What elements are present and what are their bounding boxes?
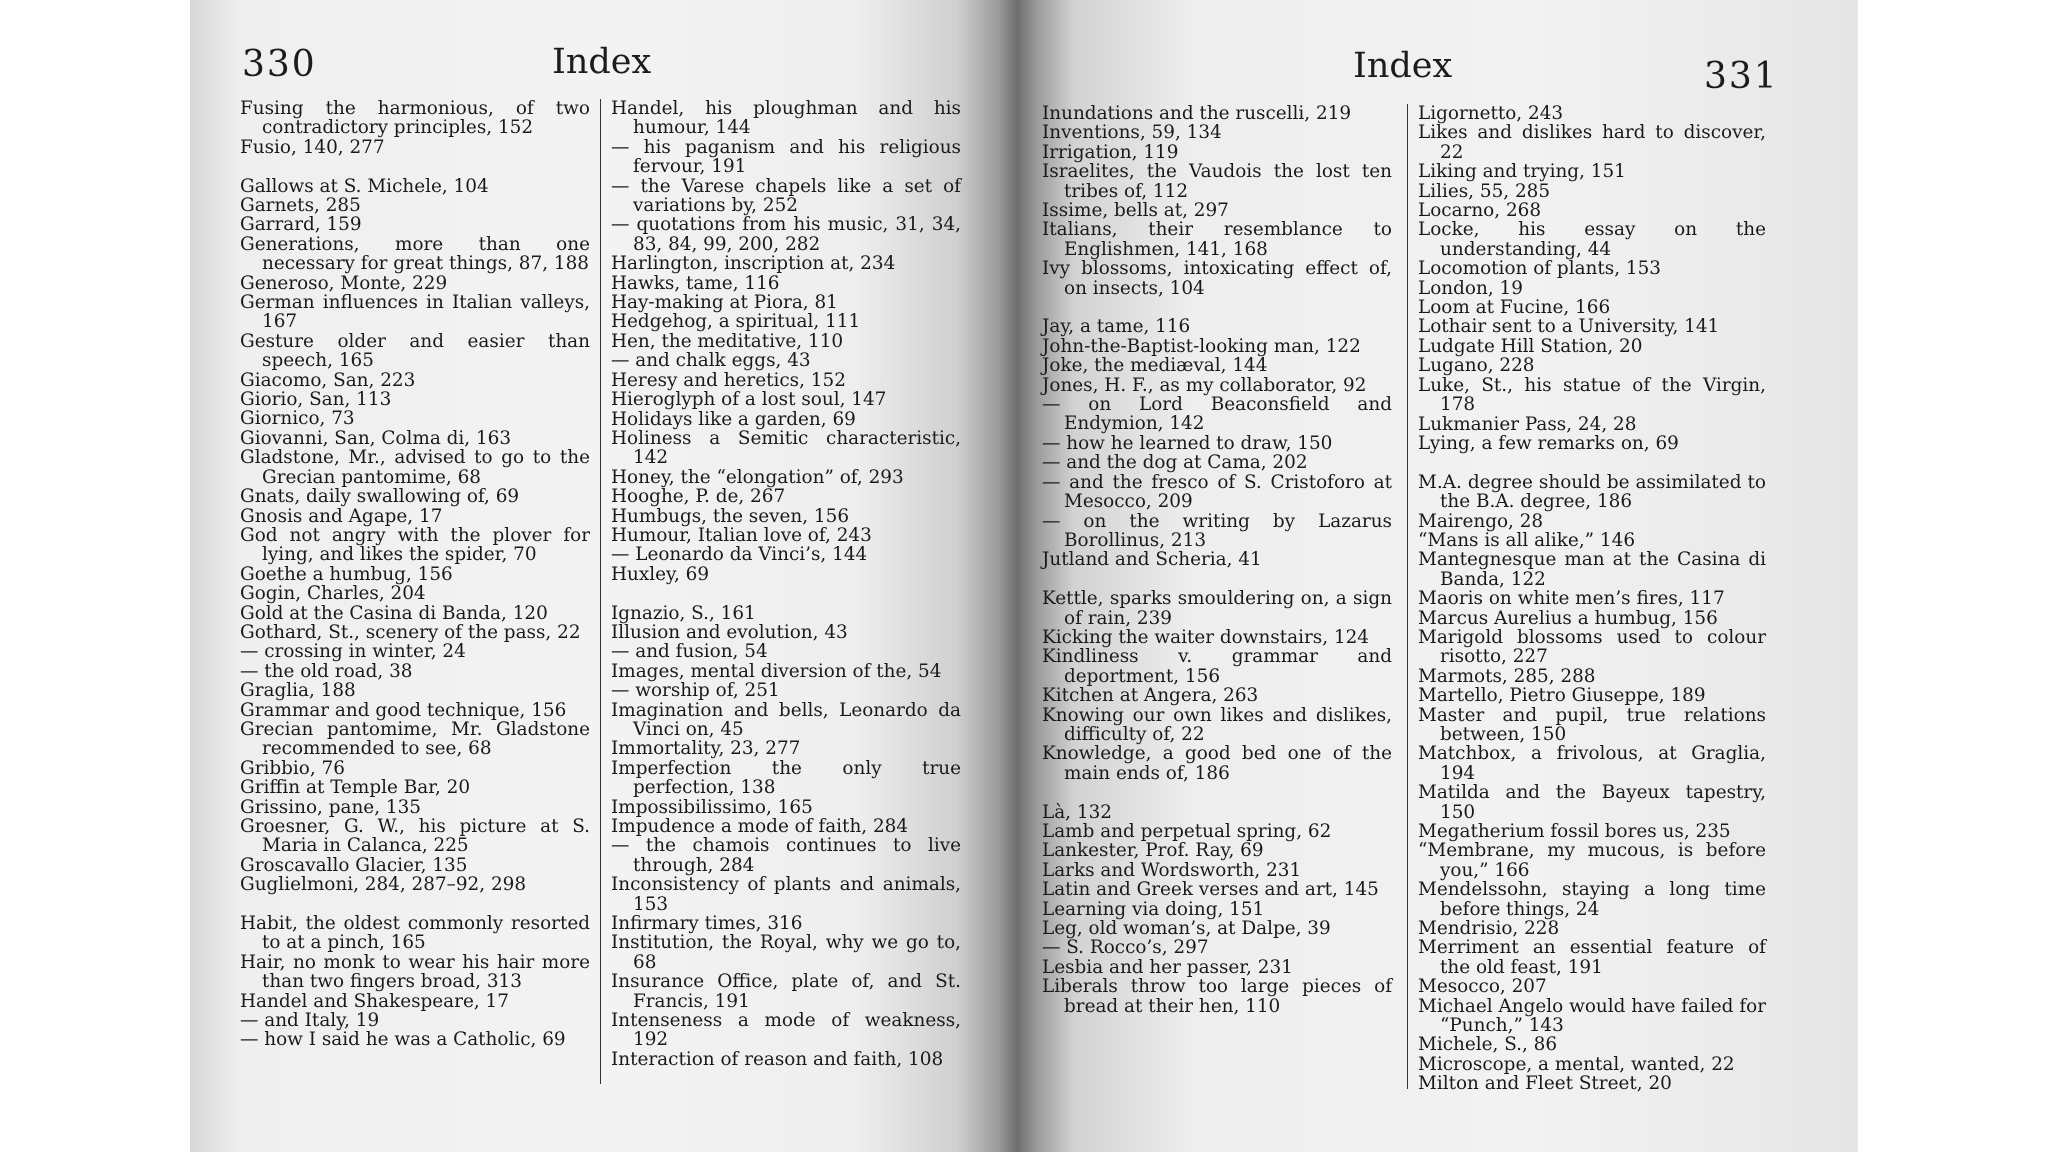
index-entry: Lankester, Prof. Ray, 69 — [1042, 840, 1264, 862]
index-entry: Honey, the “elongation” of, 293 — [611, 466, 904, 488]
index-entry: Michael Angelo would have failed for “Punch,” 143 — [1418, 995, 1766, 1037]
index-entry: Lukmanier Pass, 24, 28 — [1418, 413, 1637, 435]
index-entry: — S. Rocco’s, 297 — [1042, 937, 1209, 959]
index-entry: — and fusion, 54 — [611, 641, 768, 663]
index-entry: Gallows at S. Michele, 104 — [240, 175, 489, 197]
index-entry: Graglia, 188 — [240, 680, 356, 702]
index-entry: Mendelssohn, staying a long time before things, 24 — [1418, 879, 1766, 920]
index-entry: Joke, the mediæval, 144 — [1042, 355, 1268, 377]
index-entry: Humour, Italian love of, 243 — [611, 524, 872, 546]
index-entry: John-the-Baptist-looking man, 122 — [1042, 335, 1361, 357]
index-entry: Groscavallo Glacier, 135 — [240, 854, 468, 876]
index-entry: — the Varese chapels like a set of variations by, 252 — [611, 175, 961, 217]
index-entry: — his paganism and his religious fervour, 191 — [611, 136, 961, 178]
left-page-number: 330 — [242, 44, 317, 85]
index-entry: Learning via doing, 151 — [1042, 898, 1265, 920]
index-entry: Là, 132 — [1042, 801, 1112, 823]
index-entry: Jutland and Scheria, 41 — [1042, 549, 1262, 571]
index-entry: Grammar and good technique, 156 — [240, 699, 567, 721]
index-entry: Jay, a tame, 116 — [1042, 316, 1191, 338]
index-entry: Impossibilissimo, 165 — [611, 796, 813, 818]
index-entry: Giacomo, San, 223 — [240, 369, 416, 391]
index-entry: Italians, their resemblance to Englishmen, 141, 168 — [1042, 219, 1392, 260]
index-entry: Jones, H. F., as my collaborator, 92 — [1042, 374, 1367, 396]
index-entry: — how he learned to draw, 150 — [1042, 432, 1333, 454]
index-entry: Heresy and heretics, 152 — [611, 369, 846, 391]
index-entry: Matilda and the Bayeux tapestry, 150 — [1418, 782, 1766, 823]
index-entry: Gnats, daily swallowing of, 69 — [240, 486, 520, 508]
index-entry: Insurance Office, plate of, and St. Francis, 191 — [611, 971, 961, 1012]
index-entry: Master and pupil, true relations between, 150 — [1418, 704, 1766, 745]
index-entry: Leg, old woman’s, at Dalpe, 39 — [1042, 918, 1331, 940]
index-entry: Knowing our own likes and dislikes, difficulty of, 22 — [1042, 704, 1392, 745]
index-entry: — quotations from his music, 31, 34, 83, 84, 99, 200, 282 — [611, 214, 961, 255]
index-entry: Latin and Greek verses and art, 145 — [1042, 879, 1379, 901]
index-entry: Gogin, Charles, 204 — [240, 583, 426, 605]
index-entry: Guglielmoni, 284, 287–92, 298 — [240, 874, 527, 896]
index-entry: Ivy blossoms, intoxicating effect of, on insects, 104 — [1042, 258, 1392, 299]
right-page-number: 331 — [1704, 56, 1779, 97]
index-entry: Inventions, 59, 134 — [1042, 122, 1222, 144]
index-entry: Marcus Aurelius a humbug, 156 — [1418, 607, 1718, 629]
index-entry: Goethe a humbug, 156 — [240, 563, 453, 585]
index-entry: Lying, a few remarks on, 69 — [1418, 432, 1679, 454]
index-entry: Imperfection the only true perfection, 138 — [611, 757, 961, 799]
index-entry: Likes and dislikes hard to discover, 22 — [1418, 122, 1766, 163]
index-entry: Marmots, 285, 288 — [1418, 665, 1596, 687]
index-entry: Interaction of reason and faith, 108 — [611, 1048, 944, 1070]
index-entry: Illusion and evolution, 43 — [611, 621, 848, 643]
index-entry: Hen, the meditative, 110 — [611, 330, 844, 352]
index-entry: — how I said he was a Catholic, 69 — [240, 1029, 566, 1051]
index-entry: Grecian pantomime, Mr. Gladstone recommended to see, 68 — [240, 718, 590, 760]
index-entry: — and Italy, 19 — [240, 1010, 380, 1032]
index-entry: M.A. degree should be assimilated to the B.A. degree, 186 — [1418, 471, 1766, 513]
index-entry: Kindliness v. grammar and deportment, 156 — [1042, 646, 1392, 687]
index-entry: Institution, the Royal, why we go to, 68 — [611, 932, 961, 973]
index-entry: Matchbox, a frivolous, at Graglia, 194 — [1418, 743, 1766, 784]
index-entry: Harlington, inscription at, 234 — [611, 253, 896, 275]
index-entry: — and chalk eggs, 43 — [611, 350, 811, 372]
index-entry: Infirmary times, 316 — [611, 913, 803, 935]
index-entry: — Leonardo da Vinci’s, 144 — [611, 544, 868, 566]
index-entry: — and the dog at Cama, 202 — [1042, 452, 1308, 474]
index-entry: Kicking the waiter downstairs, 124 — [1042, 626, 1369, 648]
index-entry: Mantegnesque man at the Casina di Banda, 122 — [1418, 549, 1766, 590]
index-entry: Lilies, 55, 285 — [1418, 180, 1551, 202]
index-entry: Israelites, the Vaudois the lost ten tribes of, 112 — [1042, 161, 1392, 202]
index-entry: Griffin at Temple Bar, 20 — [240, 777, 471, 799]
index-entry: German influences in Italian valleys, 167 — [240, 292, 590, 333]
index-entry: — on the writing by Lazarus Borollinus, 213 — [1042, 510, 1392, 551]
left-page-title: Index — [552, 42, 652, 82]
index-entry: Ligornetto, 243 — [1418, 103, 1564, 124]
index-entry: Garrard, 159 — [240, 214, 362, 236]
right-page-title: Index — [1353, 46, 1453, 86]
index-entry: Microscope, a mental, wanted, 22 — [1418, 1053, 1735, 1075]
index-entry: London, 19 — [1418, 277, 1523, 299]
index-entry: Mairengo, 28 — [1418, 510, 1544, 532]
index-entry: Hooghe, P. de, 267 — [611, 486, 786, 508]
index-entry: Gold at the Casina di Banda, 120 — [240, 602, 548, 624]
index-entry: Ludgate Hill Station, 20 — [1418, 335, 1643, 357]
index-entry: Lugano, 228 — [1418, 355, 1535, 377]
index-entry: Humbugs, the seven, 156 — [611, 505, 850, 527]
index-entry: Handel and Shakespeare, 17 — [240, 990, 509, 1012]
index-entry: Generoso, Monte, 229 — [240, 272, 448, 294]
index-entry: Giorio, San, 113 — [240, 389, 392, 411]
index-entry: Inconsistency of plants and animals, 153 — [611, 874, 961, 915]
index-entry: “Membrane, my mucous, is before you,” 166 — [1418, 840, 1766, 881]
index-entry: “Mans is all alike,” 146 — [1418, 529, 1636, 551]
index-entry: Irrigation, 119 — [1042, 141, 1179, 163]
index-entry: Ignazio, S., 161 — [611, 602, 756, 624]
index-column-right-2 — [1407, 103, 1766, 1095]
index-entry: Intenseness a mode of weakness, 192 — [611, 1010, 961, 1051]
index-entry: Immortality, 23, 277 — [611, 738, 801, 760]
index-entry: — on Lord Beaconsfield and Endymion, 142 — [1042, 394, 1392, 435]
index-entry: Luke, St., his statue of the Virgin, 178 — [1418, 374, 1766, 416]
index-entry: — the old road, 38 — [240, 660, 413, 682]
index-entry: Megatherium fossil bores us, 235 — [1418, 821, 1731, 843]
book-spread — [190, 0, 1858, 1152]
index-entry: Gribbio, 76 — [240, 757, 345, 779]
index-entry: Mendrisio, 228 — [1418, 918, 1560, 940]
index-entry: Hawks, tame, 116 — [611, 272, 780, 294]
index-entry: Imagination and bells, Leonardo da Vinci on, 45 — [611, 699, 961, 740]
index-entry: Generations, more than one necessary for great things, 87, 188 — [240, 233, 590, 275]
index-entry: Locomotion of plants, 153 — [1418, 258, 1662, 280]
index-entry: Knowledge, a good bed one of the main ends of, 186 — [1042, 743, 1392, 784]
index-entry: Gesture older and easier than speech, 165 — [240, 330, 590, 372]
index-entry: — crossing in winter, 24 — [240, 641, 466, 663]
index-entry: Lamb and perpetual spring, 62 — [1042, 820, 1332, 842]
index-entry: Martello, Pietro Giuseppe, 189 — [1418, 685, 1706, 707]
index-entry: Mesocco, 207 — [1418, 976, 1547, 998]
index-entry: Lothair sent to a University, 141 — [1418, 316, 1720, 338]
index-entry: Gothard, St., scenery of the pass, 22 — [240, 621, 581, 643]
index-entry: Groesner, G. W., his picture at S. Maria in Calanca, 225 — [240, 816, 590, 857]
index-entry: Kitchen at Angera, 263 — [1042, 685, 1259, 707]
index-entry: Hay-making at Piora, 81 — [611, 292, 838, 314]
index-entry: Gladstone, Mr., advised to go to the Grecian pantomime, 68 — [240, 447, 590, 488]
index-entry: Garnets, 285 — [240, 195, 361, 217]
index-entry: Fusing the harmonious, of two contradictory principles, 152 — [240, 98, 590, 139]
index-entry: Grissino, pane, 135 — [240, 796, 421, 818]
index-entry: Michele, S., 86 — [1418, 1034, 1558, 1056]
index-column-left-2 — [600, 99, 961, 1084]
index-entry: Loom at Fucine, 166 — [1418, 297, 1611, 319]
index-entry: Hair, no monk to wear his hair more than two fingers broad, 313 — [240, 951, 590, 993]
index-entry: — the chamois continues to live through, 284 — [611, 835, 961, 876]
index-entry: Liberals throw too large pieces of bread at their hen, 110 — [1042, 976, 1392, 1017]
index-column-left-1 — [240, 99, 590, 1050]
index-entry: Locke, his essay on the understanding, 44 — [1418, 219, 1766, 260]
index-entry: Holidays like a garden, 69 — [611, 408, 856, 430]
index-entry: Liking and trying, 151 — [1418, 161, 1626, 183]
index-entry: Holiness a Semitic characteristic, 142 — [611, 427, 961, 469]
index-entry: Hieroglyph of a lost soul, 147 — [611, 389, 887, 411]
index-entry: Huxley, 69 — [611, 563, 710, 585]
index-entry: Merriment an essential feature of the old feast, 191 — [1418, 937, 1766, 978]
index-entry: — and the fresco of S. Cristoforo at Mesocco, 209 — [1042, 471, 1392, 513]
index-entry: Locarno, 268 — [1418, 200, 1542, 222]
index-entry: Gnosis and Agape, 17 — [240, 505, 443, 527]
index-column-right-1 — [1042, 104, 1392, 1016]
index-entry: Maoris on white men’s fires, 117 — [1418, 588, 1725, 610]
index-entry: Issime, bells at, 297 — [1042, 200, 1229, 222]
index-entry: Fusio, 140, 277 — [240, 136, 385, 158]
index-entry: Hedgehog, a spiritual, 111 — [611, 311, 861, 333]
index-entry: Lesbia and her passer, 231 — [1042, 956, 1293, 978]
index-entry: Milton and Fleet Street, 20 — [1418, 1073, 1672, 1095]
index-entry: Giornico, 73 — [240, 408, 355, 430]
index-entry: Giovanni, San, Colma di, 163 — [240, 427, 512, 449]
index-entry: — worship of, 251 — [611, 680, 780, 702]
index-entry: Images, mental diversion of the, 54 — [611, 660, 942, 682]
index-entry: Inundations and the ruscelli, 219 — [1042, 103, 1352, 124]
index-entry: Kettle, sparks smouldering on, a sign of rain, 239 — [1042, 588, 1392, 629]
index-entry: Marigold blossoms used to colour risotto, 227 — [1418, 626, 1766, 668]
index-entry: Larks and Wordsworth, 231 — [1042, 859, 1302, 881]
index-entry: Handel, his ploughman and his humour, 144 — [611, 98, 961, 139]
index-entry: God not angry with the plover for lying, and likes the spider, 70 — [240, 524, 590, 566]
index-entry: Habit, the oldest commonly resorted to at a pinch, 165 — [240, 913, 590, 954]
index-entry: Impudence a mode of faith, 284 — [611, 816, 909, 838]
